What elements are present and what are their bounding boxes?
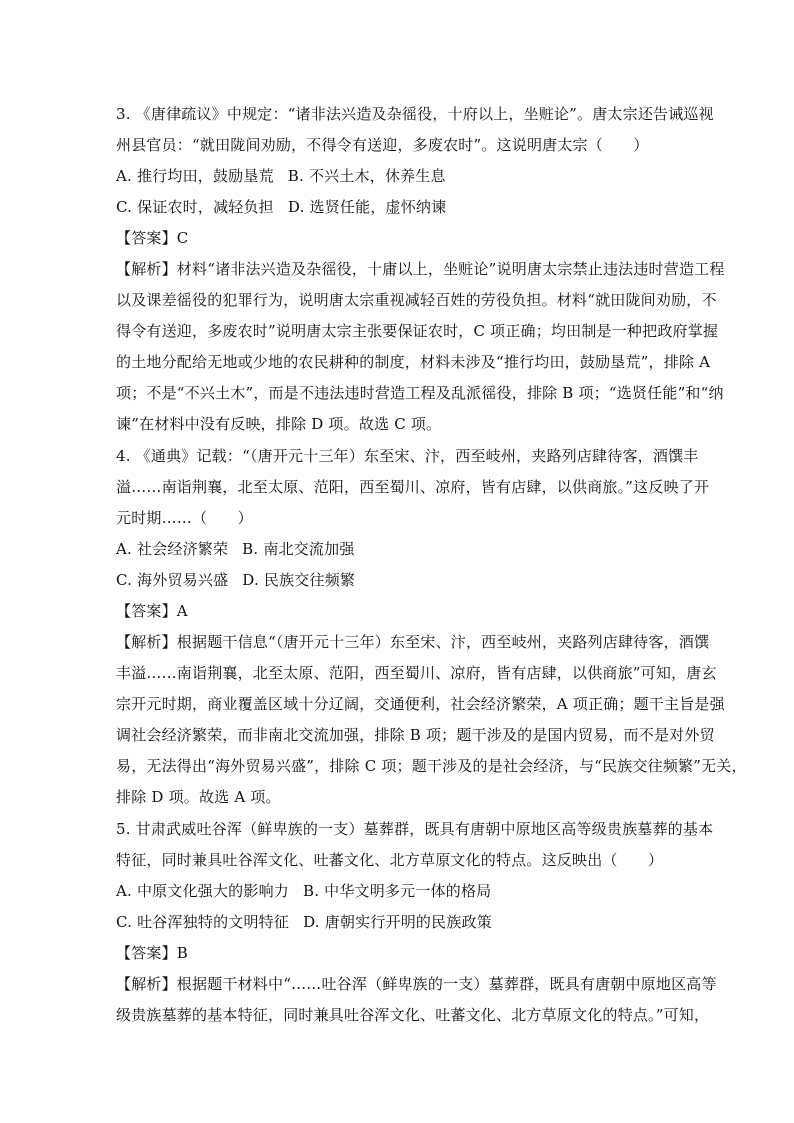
q4-explanation-line-6: 排除 D 项。故选 A 项。 <box>116 788 281 806</box>
q4-stem-line-3: 元时期……（ ） <box>116 509 253 527</box>
q4-explanation-line-4: 调社会经济繁荣，而非南北交流加强，排除 B 项；题干涉及的是国内贸易，而不是对外贸 <box>116 726 715 744</box>
q4-option-a: A. 社会经济繁荣 <box>116 540 229 558</box>
q4-options-row-2 <box>116 570 355 590</box>
q5-option-c: C. 吐谷浑独特的文明特征 <box>116 913 290 931</box>
q4-stem-line-2: 溢……南诣荆襄，北至太原、范阳，西至蜀川、凉府，皆有店肆，以供商旅。”这反映了开 <box>116 478 710 496</box>
q5-options-row-1 <box>116 881 491 901</box>
q5-option-d: D. 唐朝实行开明的民族政策 <box>303 913 492 931</box>
q5-options-row-2 <box>116 912 492 932</box>
q3-explanation-line-3: 得令有送迎，多废农时”说明唐太宗主张要保证农时，C 项正确；均田制是一种把政府掌握 <box>116 322 719 340</box>
q5-explanation-line-1: 【解析】根据题干材料中“……吐谷浑（鲜卑族的一支）墓葬群，既具有唐朝中原地区高等 <box>116 975 717 993</box>
q3-stem-line-2: 州县官员：“就田陇间劝励，不得令有送迎，多废农时”。这说明唐太宗（ ） <box>116 136 649 154</box>
q3-answer: 【答案】C <box>116 229 189 247</box>
q3-explanation-line-1: 【解析】材料“诸非法兴造及杂徭役，十庸以上，坐赃论”说明唐太宗禁止违法违时营造工程 <box>116 260 725 278</box>
q3-option-b: B. 不兴土木，休养生息 <box>287 167 446 185</box>
q3-stem-line-1: 3. 《唐律疏议》中规定：“诸非法兴造及杂徭役，十府以上，坐赃论”。唐太宗还告诫巡视 <box>116 105 714 123</box>
q5-explanation-line-2: 级贵族墓葬的基本特征，同时兼具吐谷浑文化、吐蕃文化、北方草原文化的特点。”可知， <box>116 1006 710 1024</box>
q3-option-a: A. 推行均田，鼓励垦荒 <box>116 167 274 185</box>
q3-explanation-line-5: 项；不是“不兴土木”，而是不违法违时营造工程及乱派徭役，排除 B 项；“选贤任能”和“纳 <box>116 384 724 402</box>
q4-answer: 【答案】A <box>116 602 188 620</box>
q4-option-b: B. 南北交流加强 <box>242 540 355 558</box>
q4-option-c: C. 海外贸易兴盛 <box>116 571 229 589</box>
q3-options-row-1 <box>116 166 446 186</box>
q4-explanation-line-2: 丰溢……南诣荆襄，北至太原、范阳，西至蜀川、凉府，皆有店肆，以供商旅”可知，唐玄 <box>116 664 717 682</box>
q4-explanation-line-3: 宗开元时期，商业覆盖区域十分辽阔，交通便利，社会经济繁荣，A 项正确；题干主旨是强 <box>116 695 725 713</box>
q4-explanation-line-5: 易，无法得出“海外贸易兴盛”，排除 C 项；题干涉及的是社会经济，与“民族交往频繁”无关， <box>116 757 747 775</box>
q5-stem-line-1: 5. 甘肃武威吐谷浑（鲜卑族的一支）墓葬群，既具有唐朝中原地区高等级贵族墓葬的基本 <box>116 820 714 838</box>
q4-option-d: D. 民族交往频繁 <box>242 571 356 589</box>
q4-options-row-1 <box>116 539 355 559</box>
q3-explanation-line-2: 以及课差徭役的犯罪行为，说明唐太宗重视减轻百姓的劳役负担。材料“就田陇间劝励，不 <box>116 291 717 309</box>
q3-explanation-line-4: 的土地分配给无地或少地的农民耕种的制度，材料未涉及“推行均田，鼓励垦荒”，排除 A <box>116 353 711 371</box>
q3-option-c: C. 保证农时，减轻负担 <box>116 198 274 216</box>
q3-explanation-line-6: 谏”在材料中没有反映，排除 D 项。故选 C 项。 <box>116 415 442 433</box>
q3-options-row-2 <box>116 197 446 217</box>
q3-option-d: D. 选贤任能，虚怀纳谏 <box>287 198 447 216</box>
q5-option-a: A. 中原文化强大的影响力 <box>116 882 289 900</box>
q5-answer: 【答案】B <box>116 944 189 962</box>
q4-explanation-line-1: 【解析】根据题干信息“（唐开元十三年）东至宋、汴，西至岐州，夹路列店肆待客，酒馔 <box>116 633 710 651</box>
q5-stem-line-2: 特征，同时兼具吐谷浑文化、吐蕃文化、北方草原文化的特点。这反映出（ ） <box>116 851 664 869</box>
q4-stem-line-1: 4. 《通典》记载：“（唐开元十三年）东至宋、汴，西至岐州，夹路列店肆待客，酒馔丰 <box>116 447 699 465</box>
q5-option-b: B. 中华文明多元一体的格局 <box>302 882 492 900</box>
